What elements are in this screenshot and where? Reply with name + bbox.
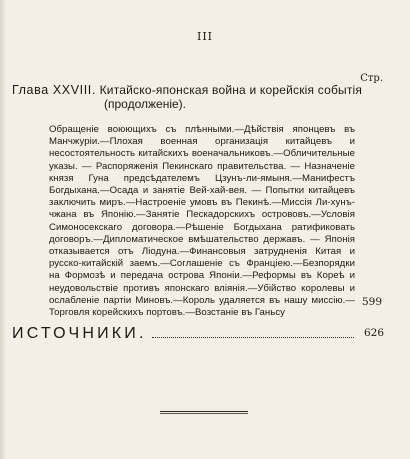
page-number: III xyxy=(196,30,214,43)
sources-entry xyxy=(12,325,384,343)
sources-label: ИСТОЧНИКИ. xyxy=(12,325,147,342)
page-gutter-shadow xyxy=(0,0,6,459)
page-column-label: Стр. xyxy=(360,73,383,84)
sources-page-number: 626 xyxy=(363,327,384,339)
chapter-title: Китайско-японская война и корейскія событія xyxy=(99,83,363,97)
chapter-label: Глава XXVIII. xyxy=(12,83,96,97)
chapter-page-number: 599 xyxy=(361,296,382,308)
decorative-rule xyxy=(160,411,248,412)
chapter-subtitle: (продолженіе). xyxy=(104,97,186,111)
chapter-summary: Обращеніе воюющихъ съ плѣнными.—Дѣйствія японцевъ въ Манчжуріи.—Плохая военная организація китайцевъ и несостоятельность китайскихъ военачальниковъ.—Обличительные указы. — Распоряженія Пекинскаго правительства. — Назначеніе князя Гуна предсѣдателемъ Цзунъ-ли-ямыня.—Манифестъ Богдыхана.—Осада и занятіе Вей-хай-вея. — Попытки китайцевъ заключить миръ.—Настроеніе умовъ въ Пекинѣ.—Миссія Ли-хунъ-чжана въ Японію.—Занятіе Пескадорскихъ острововъ.—Условія Симоносекскаго договора.—Рѣшеніе Богдыхана ратификовать договоръ.—Дипломатическое вмѣшательство державъ. — Японія отказывается отъ Ліодуна.—Финансовыя затрудненія Китая и русско-китайскій заемъ.—Соглашеніе съ Франціею.—Безпорядки на Формозѣ и передача острова Японіи.—Реформы въ Коpеѣ и неудовольствіе противъ японскаго вліянія.—Убійство королевы и ослабленіе партіи Миновъ.—Король удаляется въ нашу миссію.—Торговля корейскихъ портовъ.—Возстаніе въ Ганьсу xyxy=(49,124,355,319)
decorative-rule-secondary xyxy=(160,413,248,414)
chapter-heading xyxy=(12,83,384,111)
dot-leader xyxy=(152,337,354,338)
